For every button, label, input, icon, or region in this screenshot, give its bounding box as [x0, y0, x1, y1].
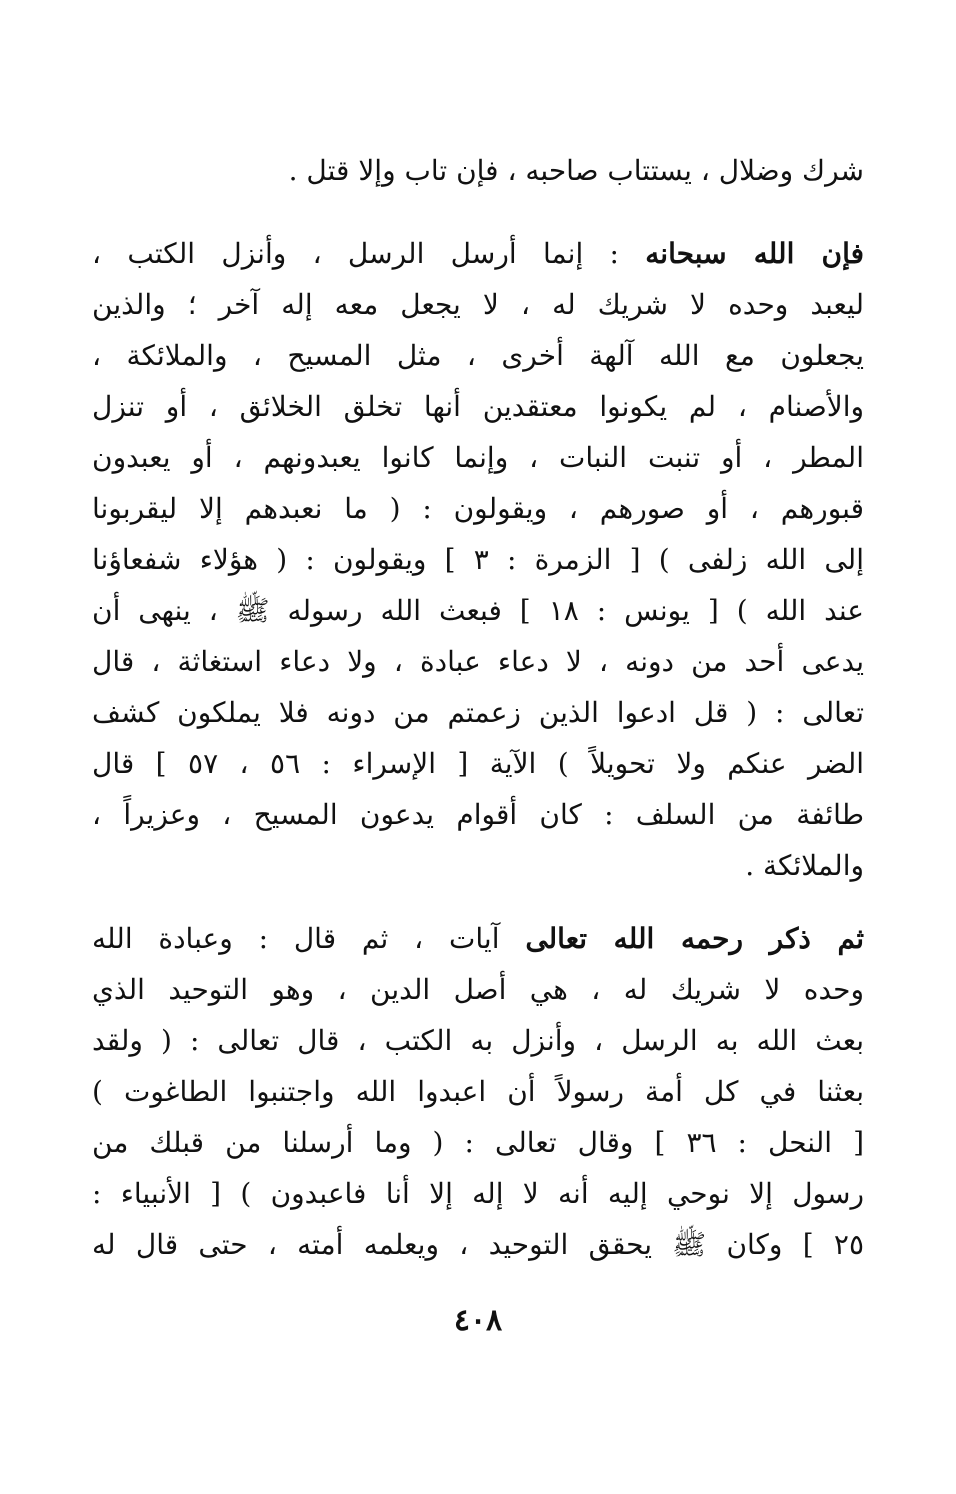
paragraph-3-lead: ثم ذكر رحمه الله تعالى — [525, 922, 864, 955]
paragraph-2-line-11: الضر عنكم ولا تحويلاً ) الآية [ الإسراء : ٥٦ ، ٥٧ ] قال — [92, 747, 865, 780]
paragraph-2-lead: فإن الله سبحانه — [645, 237, 865, 270]
paragraph-2 — [92, 228, 864, 891]
paragraph-2-line-12: طائفة من السلف : كان أقوام يدعون المسيح ، وعزيراً ، — [92, 798, 864, 831]
paragraph-2-line-6: قبورهم ، أو صورهم ، ويقولون : ( ما نعبدهم إلا ليقربونا — [92, 492, 864, 525]
paragraph-3-line-3: بعث الله به الرسل ، وأنزل به الكتب ، قال تعالى : ( ولقد — [92, 1024, 864, 1057]
paragraph-2-line-1-text: : إنما أرسل الرسل ، وأنزل الكتب ، — [92, 237, 646, 270]
paragraph-2-line-8: عند الله ) [ يونس : ١٨ ] فبعث الله رسوله ﷺ ، ينهى أن — [92, 594, 864, 627]
paragraph-3 — [92, 913, 864, 1270]
paragraph-2-line-3: يجعلون مع الله آلهة أخرى ، مثل المسيح ، والملائكة ، — [92, 339, 864, 372]
paragraph-3-line-1-text: آيات ، ثم قال : وعبادة الله — [92, 922, 526, 955]
paragraph-2-line-4: والأصنام ، لم يكونوا معتقدين أنها تخلق الخلائق ، أو تنزل — [92, 390, 864, 423]
paragraph-3-line-4: بعثنا في كل أمة رسولاً أن اعبدوا الله واجتنبوا الطاغوت ) — [92, 1075, 864, 1108]
paragraph-3-line-7: ٢٥ ] وكان ﷺ يحقق التوحيد ، ويعلمه أمته ، حتى قال له — [92, 1228, 864, 1261]
paragraph-2-line-13: والملائكة . — [745, 849, 864, 882]
paragraph-1-line-1: شرك وضلال ، يستتاب صاحبه ، فإن تاب وإلا قتل . — [288, 154, 864, 187]
paragraph-2-line-5: المطر ، أو تنبت النبات ، وإنما كانوا يعبدونهم ، أو يعبدون — [92, 441, 864, 474]
paragraph-3-line-5: [ النحل : ٣٦ ] وقال تعالى : ( وما أرسلنا من قبلك من — [92, 1126, 864, 1159]
paragraph-2-line-10: تعالى : ( قل ادعوا الذين زعمتم من دونه فلا يملكون كشف — [92, 696, 864, 729]
page-number: ٤٠٨ — [453, 1303, 503, 1338]
paragraph-2-line-1 — [92, 228, 864, 279]
paragraph-2-line-7: إلى الله زلفى ) [ الزمرة : ٣ ] ويقولون : ( هؤلاء شفعاؤنا — [92, 543, 864, 576]
paragraph-3-line-6: رسول إلا نوحي إليه أنه لا إله إلا أنا فاعبدون ) [ الأنبياء : — [92, 1177, 864, 1210]
paragraph-1 — [92, 145, 864, 196]
paragraph-3-line-1 — [92, 913, 864, 964]
paragraph-2-line-9: يدعى أحد من دونه ، لا دعاء عبادة ، ولا دعاء استغاثة ، قال — [92, 645, 864, 678]
paragraph-3-line-2: وحده لا شريك له ، هي أصل الدين ، وهو التوحيد الذي — [92, 973, 864, 1006]
paragraph-2-line-2: ليعبد وحده لا شريك له ، لا يجعل معه إله آخر ؛ والذين — [92, 288, 864, 321]
